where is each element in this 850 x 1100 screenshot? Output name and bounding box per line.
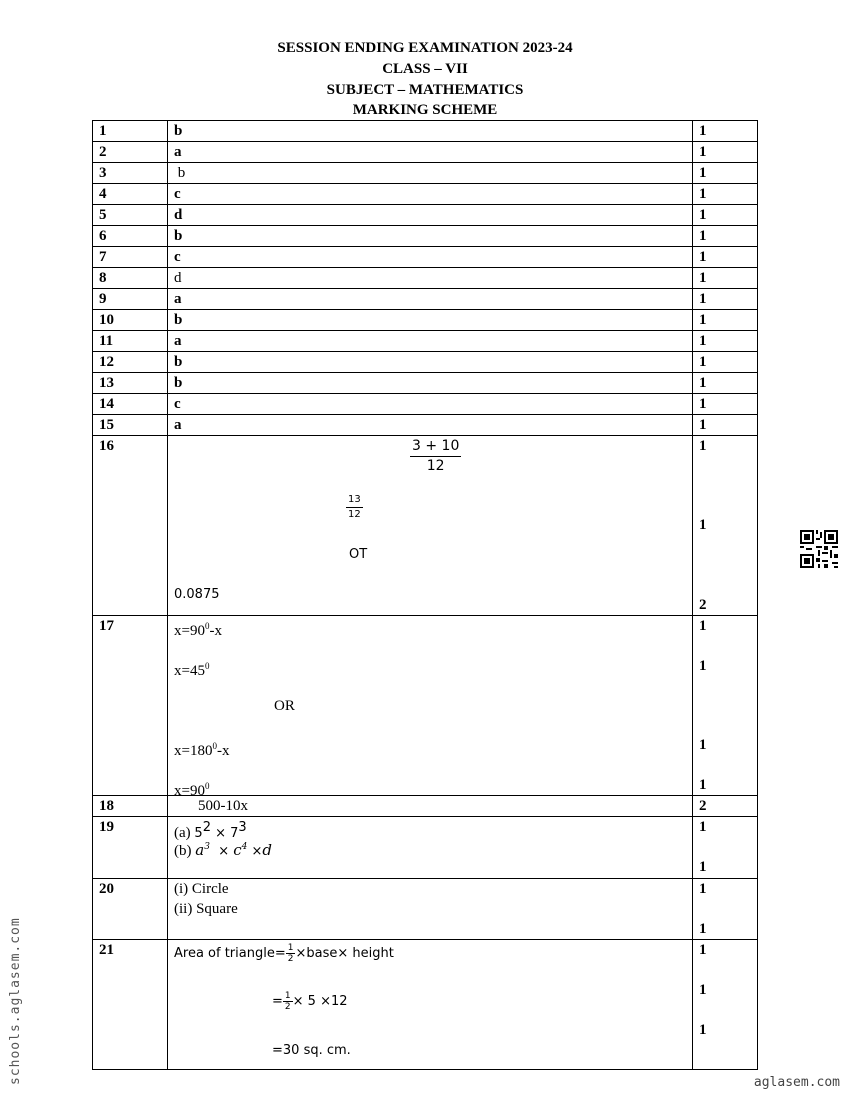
question-number: 4 xyxy=(93,184,168,205)
question-number: 2 xyxy=(93,142,168,163)
table-row xyxy=(93,352,758,373)
mark: 1 xyxy=(699,982,707,998)
step-line: $x=180^0-x$ xyxy=(174,741,230,759)
answer-cell: c xyxy=(168,247,693,268)
answer-cell: a xyxy=(168,289,693,310)
mark: 1 xyxy=(699,777,707,793)
table-row xyxy=(93,268,758,289)
mark: 1 xyxy=(699,658,707,674)
marking-scheme-table xyxy=(92,120,758,1070)
table-row-q17 xyxy=(93,616,758,796)
answer-cell: c xyxy=(168,184,693,205)
area-formula: Area of triangle= $\frac{1}{2}$ ×base× height xyxy=(174,943,394,964)
question-number: 20 xyxy=(93,879,168,940)
question-number: 9 xyxy=(93,289,168,310)
fraction-3-plus-10-over-12: $\frac{3 + 10}{12}$ xyxy=(412,438,460,474)
question-number: 16 xyxy=(93,436,168,616)
answer-part-i: (i) Circle xyxy=(174,881,229,897)
mark: 1 xyxy=(699,819,707,835)
step-line: $x=45^0$ xyxy=(174,661,210,679)
table-row-q19 xyxy=(93,817,758,879)
table-row-q16 xyxy=(93,436,758,616)
answer-cell xyxy=(168,436,693,616)
answer-cell: b xyxy=(168,373,693,394)
question-number: 7 xyxy=(93,247,168,268)
subject-title: SUBJECT – MATHEMATICS xyxy=(326,82,524,98)
question-number: 21 xyxy=(93,940,168,1070)
question-number: 5 xyxy=(93,205,168,226)
answer-cell: b xyxy=(168,121,693,142)
marks-cell: 1 xyxy=(693,142,758,163)
marks-cell xyxy=(693,879,758,940)
table-row xyxy=(93,163,758,184)
table-row xyxy=(93,121,758,142)
table-row xyxy=(93,310,758,331)
answer-cell: a xyxy=(168,331,693,352)
question-number: 3 xyxy=(93,163,168,184)
mark: 1 xyxy=(699,921,707,937)
answer-cell: 500-10x xyxy=(168,796,693,817)
answer-cell: b xyxy=(168,163,693,184)
table-row xyxy=(93,331,758,352)
table-row xyxy=(93,205,758,226)
marks-cell: 1 xyxy=(693,331,758,352)
table-row xyxy=(93,226,758,247)
question-number: 1 xyxy=(93,121,168,142)
table-row xyxy=(93,142,758,163)
result-line: =30 sq. cm. xyxy=(272,1043,351,1058)
mark: 1 xyxy=(699,1022,707,1038)
answer-cell: a xyxy=(168,142,693,163)
or-label: OT xyxy=(349,547,368,562)
answer-cell: b xyxy=(168,310,693,331)
table-row xyxy=(93,184,758,205)
exam-title: SESSION ENDING EXAMINATION 2023-24 xyxy=(277,40,573,56)
or-label: OR xyxy=(274,698,295,714)
question-number: 13 xyxy=(93,373,168,394)
answer-cell: d xyxy=(168,205,693,226)
table-row-q21 xyxy=(93,940,758,1070)
question-number: 19 xyxy=(93,817,168,879)
step-line: $x=90^0-x$ xyxy=(174,621,222,639)
answer-cell: d xyxy=(168,268,693,289)
marks-cell: 1 xyxy=(693,394,758,415)
mark: 2 xyxy=(699,597,707,613)
substitution-line: = $\frac{1}{2}$ × 5 ×12 xyxy=(272,991,348,1012)
bottom-watermark: aglasem.com xyxy=(753,1075,840,1090)
marks-cell: 1 xyxy=(693,415,758,436)
marks-cell xyxy=(693,616,758,796)
question-number: 8 xyxy=(93,268,168,289)
marks-cell: 1 xyxy=(693,226,758,247)
mcq-rows xyxy=(93,121,758,436)
answer-cell: b xyxy=(168,352,693,373)
table-row-q20 xyxy=(93,879,758,940)
mark: 1 xyxy=(699,859,707,875)
marks-cell: 1 xyxy=(693,352,758,373)
marks-cell xyxy=(693,817,758,879)
marks-cell xyxy=(693,940,758,1070)
side-watermark: schools.aglasem.com xyxy=(8,917,23,1085)
mark: 1 xyxy=(699,881,707,897)
question-number: 17 xyxy=(93,616,168,796)
mark: 1 xyxy=(699,618,707,634)
marks-cell: 1 xyxy=(693,205,758,226)
marks-cell xyxy=(693,436,758,616)
marks-cell: 1 xyxy=(693,310,758,331)
answer-cell: b xyxy=(168,226,693,247)
answer-part-ii: (ii) Square xyxy=(174,901,238,917)
step-line: $x=90^0$ xyxy=(174,781,210,799)
decimal-answer: 0.0875 xyxy=(174,587,220,602)
table-row xyxy=(93,289,758,310)
answer-part-b: (b) $a^3 \times c^4 \times d$ xyxy=(174,841,273,859)
table-row xyxy=(93,415,758,436)
mark: 1 xyxy=(699,942,707,958)
question-number: 10 xyxy=(93,310,168,331)
marks-cell: 1 xyxy=(693,121,758,142)
marks-cell: 1 xyxy=(693,247,758,268)
answer-cell xyxy=(168,817,693,879)
mark: 1 xyxy=(699,737,707,753)
question-number: 11 xyxy=(93,331,168,352)
table-row xyxy=(93,373,758,394)
fraction-one-half: $\frac{1}{2}$ xyxy=(287,943,294,964)
table-row xyxy=(93,394,758,415)
mark: 1 xyxy=(699,517,707,533)
marks-cell: 1 xyxy=(693,268,758,289)
class-title: CLASS – VII xyxy=(382,61,468,77)
question-number: 14 xyxy=(93,394,168,415)
marks-cell: 1 xyxy=(693,373,758,394)
fraction-13-over-12: $\frac{13}{12}$ xyxy=(348,494,361,520)
answer-cell: c xyxy=(168,394,693,415)
marks-cell: 2 xyxy=(693,796,758,817)
fraction-one-half: $\frac{1}{2}$ xyxy=(284,991,291,1012)
scheme-title: MARKING SCHEME xyxy=(352,102,498,118)
table-row xyxy=(93,247,758,268)
answer-cell xyxy=(168,940,693,1070)
answer-cell: a xyxy=(168,415,693,436)
answer-cell xyxy=(168,616,693,799)
answer-part-a: (a) $5^2 \times 7^3$ xyxy=(174,820,247,841)
mark: 1 xyxy=(699,438,707,454)
question-number: 15 xyxy=(93,415,168,436)
marks-cell: 1 xyxy=(693,184,758,205)
question-number: 12 xyxy=(93,352,168,373)
answer-cell xyxy=(168,879,693,940)
marks-cell: 1 xyxy=(693,163,758,184)
marks-cell: 1 xyxy=(693,289,758,310)
qr-code[interactable] xyxy=(800,530,838,568)
question-number: 18 xyxy=(93,796,168,817)
question-number: 6 xyxy=(93,226,168,247)
